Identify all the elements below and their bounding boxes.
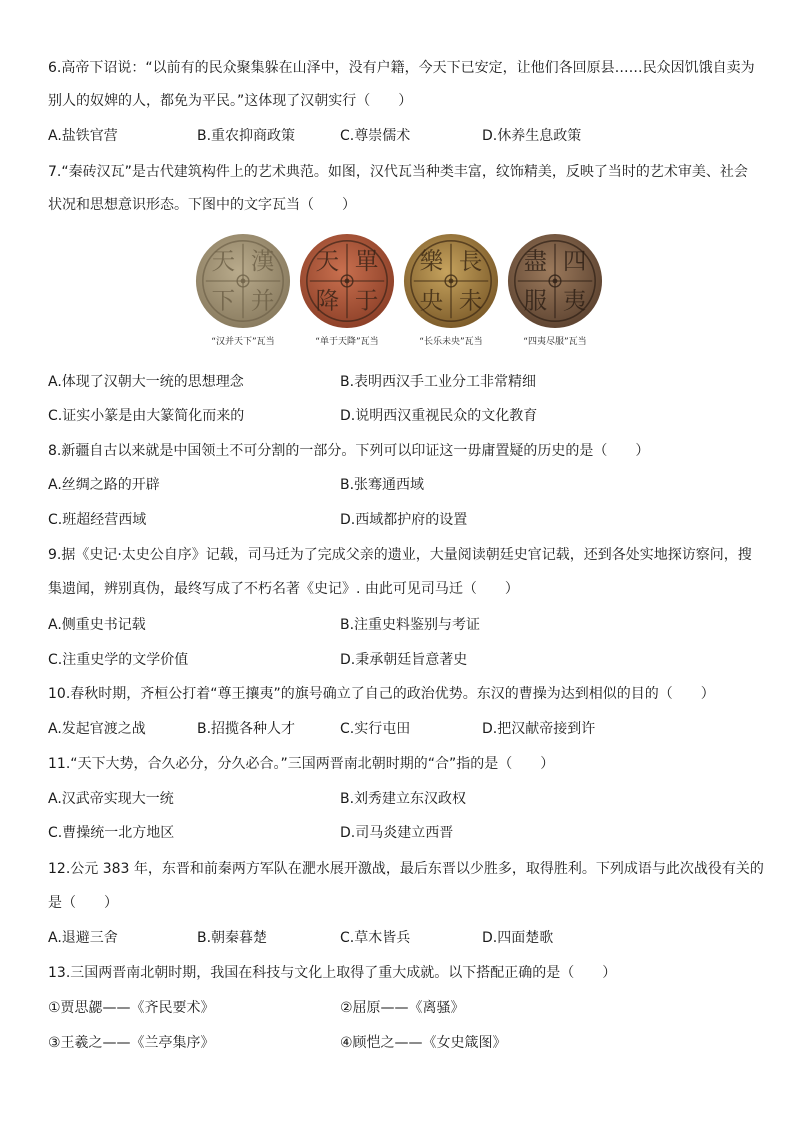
q6-option-c[interactable]: C.尊崇儒术	[340, 128, 411, 144]
q12-option-d[interactable]: D.四面楚歌	[482, 930, 554, 946]
q10-option-c[interactable]: C.实行屯田	[340, 721, 411, 737]
wadang-disc-2	[298, 232, 396, 330]
wadang-image	[194, 232, 604, 352]
q10-option-a[interactable]: A.发起官渡之战	[48, 721, 146, 737]
q11-stem-line1: 11.“天下大势，合久必分，分久必合。”三国两晋南北朝时期的“合”指的是（ ）	[48, 756, 555, 772]
q12-option-b[interactable]: B.朝秦暮楚	[197, 930, 268, 946]
q10-option-b[interactable]: B.招揽各种人才	[197, 721, 296, 737]
q6-stem-line2: 别人的奴婢的人，都免为平民。”这体现了汉朝实行（ ）	[48, 93, 413, 109]
q13-item-2[interactable]: ②屈原——《离骚》	[340, 1000, 465, 1016]
q13-item-4[interactable]: ④顾恺之——《女史箴图》	[340, 1035, 507, 1051]
q12-stem-line2: 是（ ）	[48, 895, 118, 911]
q13-item-3[interactable]: ③王羲之——《兰亭集序》	[48, 1035, 215, 1051]
q12-stem-line1: 12.公元 383 年，东晋和前秦两方军队在淝水展开激战，最后东晋以少胜多，取得胜利。下列成语与此次战役有关的	[48, 861, 764, 877]
q12-option-a[interactable]: A.退避三舍	[48, 930, 118, 946]
q11-option-b[interactable]: B.刘秀建立东汉政权	[340, 791, 467, 807]
q13-stem-line1: 13.三国两晋南北朝时期，我国在科技与文化上取得了重大成就。以下搭配正确的是（ ）	[48, 965, 617, 981]
wadang-glyph: 夷	[562, 286, 587, 315]
q9-stem-line1: 9.据《史记·太史公自序》记载，司马迁为了完成父亲的遗业，大量阅读朝廷史官记载，还到各处实地探访察问，搜	[48, 547, 752, 563]
q12-option-c[interactable]: C.草木皆兵	[340, 930, 411, 946]
wadang-tile-hanbingtianxia	[194, 232, 292, 330]
q8-option-c[interactable]: C.班超经营西域	[48, 512, 147, 528]
q8-option-a[interactable]: A.丝绸之路的开辟	[48, 477, 160, 493]
q11-option-d[interactable]: D.司马炎建立西晋	[340, 825, 454, 841]
q7-stem-line2: 状况和思想意识形态。下图中的文字瓦当（ ）	[48, 197, 356, 213]
q9-option-a[interactable]: A.侧重史书记载	[48, 617, 146, 633]
q9-stem-line2: 集遗闻，辨别真伪，最终写成了不朽名著《史记》. 由此可见司马迁（ ）	[48, 581, 519, 597]
wadang-glyph: 樂	[419, 247, 444, 276]
wadang-glyph: 四	[562, 247, 587, 276]
q10-stem-line1: 10.春秋时期，齐桓公打着“尊王攘夷”的旗号确立了自己的政治优势。东汉的曹操为达到相似的目的（ ）	[48, 686, 715, 702]
q9-option-d[interactable]: D.秉承朝廷旨意著史	[340, 652, 468, 668]
q13-item-1[interactable]: ①贾思勰——《齐民要术》	[48, 1000, 215, 1016]
wadang-glyph: 于	[354, 286, 379, 315]
q6-stem-line1: 6.高帝下诏说：“以前有的民众聚集躲在山泽中，没有户籍，今天下已安定，让他们各回原县……民众因饥饿自卖为	[48, 60, 755, 76]
wadang-glyph: 降	[315, 286, 340, 315]
wadang-glyph: 長	[458, 247, 483, 276]
q9-option-c[interactable]: C.注重史学的文学价值	[48, 652, 189, 668]
q8-option-d[interactable]: D.西域都护府的设置	[340, 512, 468, 528]
q6-option-d[interactable]: D.休养生息政策	[482, 128, 582, 144]
wadang-tile-changleweiyang	[402, 232, 500, 330]
wadang-caption-2: “单于天降”瓦当	[315, 337, 379, 347]
wadang-caption-1: “汉并天下”瓦当	[211, 337, 275, 347]
q10-option-d[interactable]: D.把汉献帝接到许	[482, 721, 596, 737]
wadang-glyph: 并	[250, 286, 275, 315]
wadang-disc-4	[506, 232, 604, 330]
wadang-tile-chanyutianjiang	[298, 232, 396, 330]
q11-option-a[interactable]: A.汉武帝实现大一统	[48, 791, 174, 807]
wadang-glyph: 漢	[250, 247, 275, 276]
wadang-glyph: 盡	[523, 247, 548, 276]
wadang-disc-3	[402, 232, 500, 330]
wadang-disc-1	[194, 232, 292, 330]
wadang-glyph: 央	[419, 286, 444, 315]
wadang-tile-siyijinfu	[506, 232, 604, 330]
wadang-glyph: 未	[458, 286, 483, 315]
wadang-caption-3: “长乐未央”瓦当	[419, 337, 483, 347]
q6-option-a[interactable]: A.盐铁官营	[48, 128, 118, 144]
wadang-glyph: 天	[315, 247, 340, 276]
wadang-glyph: 服	[523, 286, 548, 315]
q8-stem-line1: 8.新疆自古以来就是中国领土不可分割的一部分。下列可以印证这一毋庸置疑的历史的是（ ）	[48, 443, 650, 459]
wadang-glyph: 天	[211, 247, 236, 276]
wadang-caption-4: “四夷尽服”瓦当	[523, 337, 587, 347]
q7-option-a[interactable]: A.体现了汉朝大一统的思想理念	[48, 374, 244, 390]
q7-option-c[interactable]: C.证实小篆是由大篆简化而来的	[48, 408, 245, 424]
q11-option-c[interactable]: C.曹操统一北方地区	[48, 825, 175, 841]
q8-option-b[interactable]: B.张骞通西域	[340, 477, 425, 493]
q7-stem-line1: 7.“秦砖汉瓦”是古代建筑构件上的艺术典范。如图，汉代瓦当种类丰富，纹饰精美，反映了当时的艺术审美、社会	[48, 164, 748, 180]
q7-option-b[interactable]: B.表明西汉手工业分工非常精细	[340, 374, 537, 390]
q7-option-d[interactable]: D.说明西汉重视民众的文化教育	[340, 408, 538, 424]
q9-option-b[interactable]: B.注重史料鉴别与考证	[340, 617, 481, 633]
wadang-glyph: 下	[211, 286, 236, 315]
wadang-glyph: 單	[354, 247, 379, 276]
q6-option-b[interactable]: B.重农抑商政策	[197, 128, 296, 144]
